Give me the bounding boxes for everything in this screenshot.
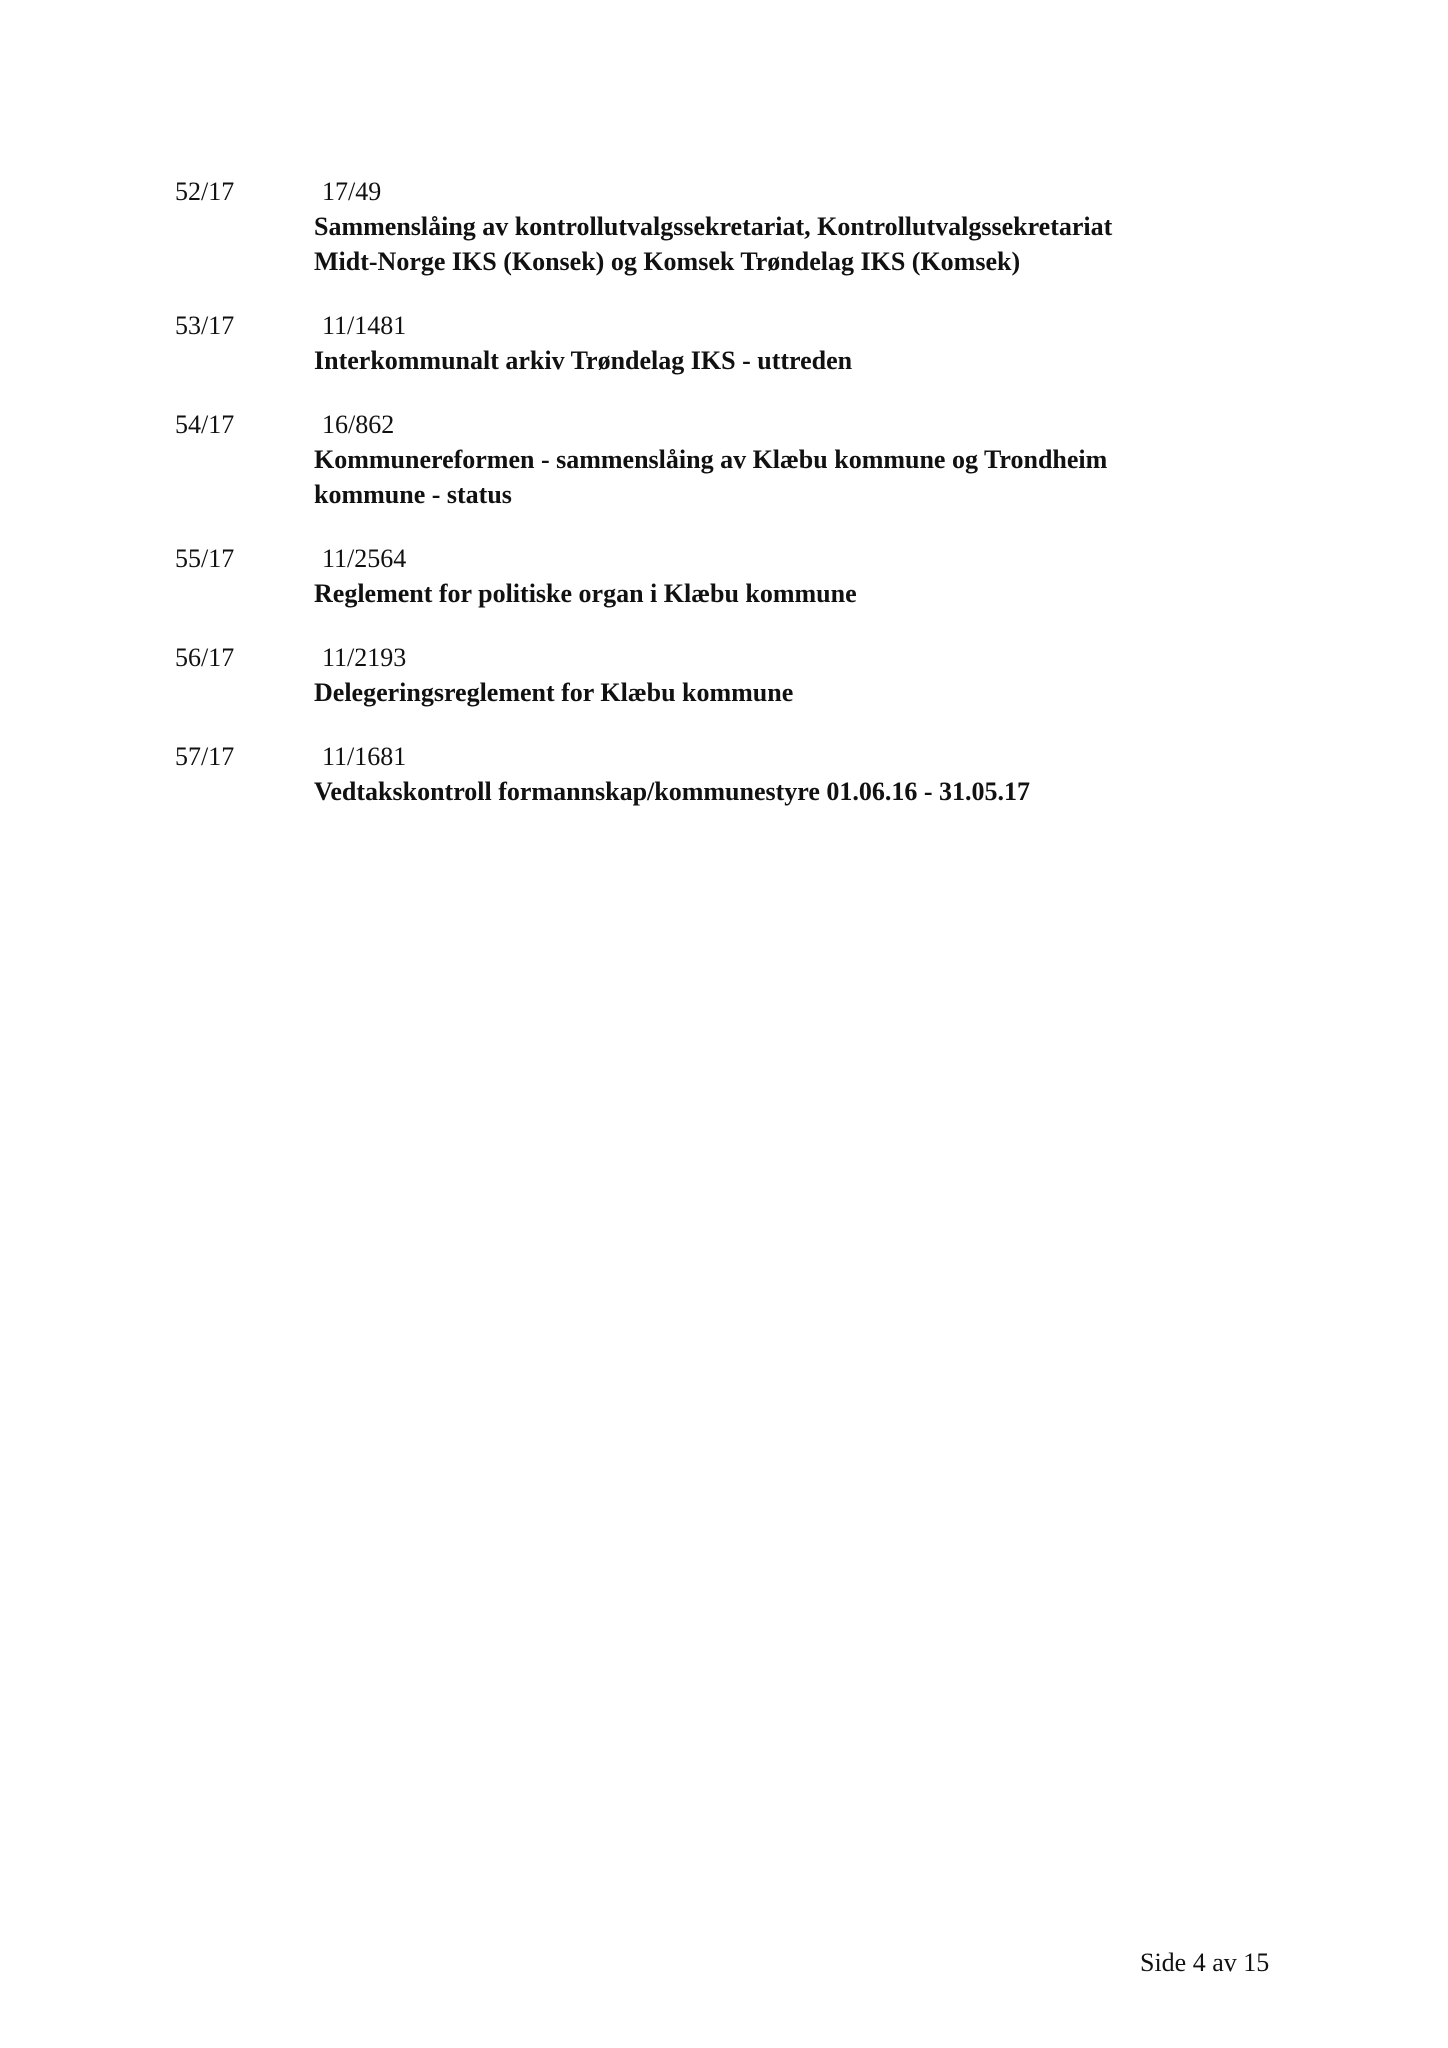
- case-title-line: Sammenslåing av kontrollutvalgssekretariat, Kontrollutvalgssekretariat: [314, 212, 1113, 241]
- case-number: 54/17: [175, 410, 235, 439]
- agenda-item: [175, 641, 1295, 710]
- agenda-item: [175, 309, 1295, 378]
- agenda-list: [175, 175, 1295, 839]
- archive-reference: 16/862: [322, 410, 395, 439]
- agenda-item: [175, 542, 1295, 611]
- case-number: 57/17: [175, 742, 235, 771]
- case-number: 56/17: [175, 643, 235, 672]
- agenda-item: [175, 740, 1295, 809]
- case-title: [314, 343, 1314, 378]
- case-title-line: Vedtakskontroll formannskap/kommunestyre 01.06.16 - 31.05.17: [314, 777, 1031, 806]
- archive-reference: 11/1481: [322, 311, 407, 340]
- archive-reference: 11/2193: [322, 643, 407, 672]
- archive-reference: 11/1681: [322, 742, 407, 771]
- case-number: 55/17: [175, 544, 235, 573]
- archive-reference: 17/49: [322, 177, 382, 206]
- case-number: 52/17: [175, 177, 235, 206]
- case-title: [314, 675, 1314, 710]
- case-title-line: Interkommunalt arkiv Trøndelag IKS - uttreden: [314, 346, 853, 375]
- case-number: 53/17: [175, 311, 235, 340]
- case-title: [314, 442, 1314, 512]
- archive-reference: 11/2564: [322, 544, 407, 573]
- agenda-item: [175, 175, 1295, 279]
- page-number: Side 4 av 15: [1140, 1948, 1270, 1977]
- case-title-line: Midt-Norge IKS (Konsek) og Komsek Trøndelag IKS (Komsek): [314, 247, 1021, 276]
- case-title-line: kommune - status: [314, 480, 512, 509]
- case-title: [314, 576, 1314, 611]
- case-title-line: Reglement for politiske organ i Klæbu kommune: [314, 579, 857, 608]
- case-title: [314, 209, 1314, 279]
- case-title: [314, 774, 1314, 809]
- case-title-line: Delegeringsreglement for Klæbu kommune: [314, 678, 794, 707]
- case-title-line: Kommunereformen - sammenslåing av Klæbu kommune og Trondheim: [314, 445, 1108, 474]
- agenda-item: [175, 408, 1295, 512]
